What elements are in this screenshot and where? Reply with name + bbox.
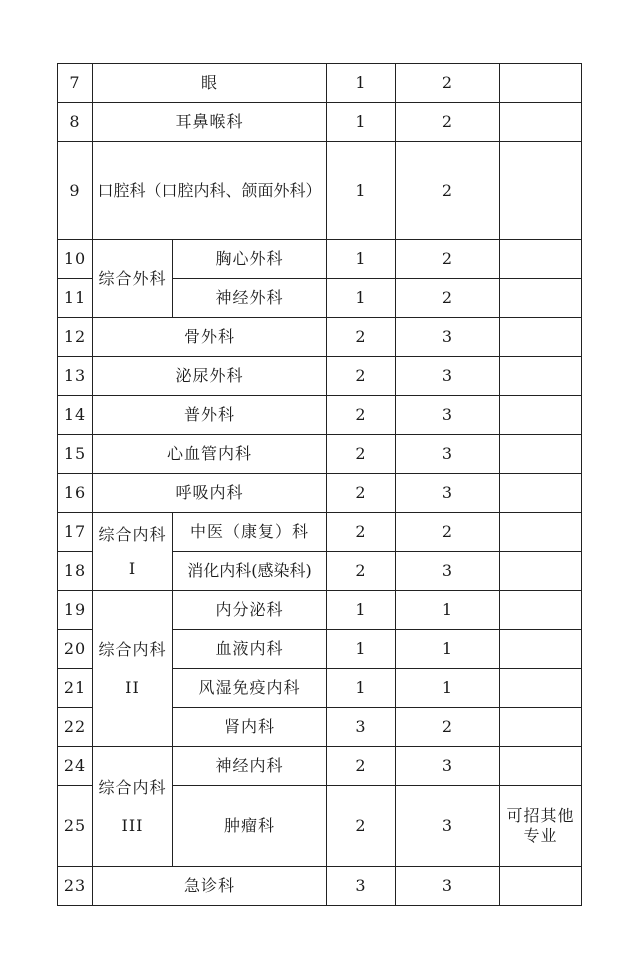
sub-department-name: 肾内科 [173, 708, 327, 747]
table-row [58, 142, 582, 240]
quota-value-a: 2 [327, 435, 396, 474]
remark-cell [500, 142, 582, 240]
quota-value-b: 2 [396, 513, 500, 552]
group-label-line2: II [125, 677, 140, 697]
quota-value-b: 2 [396, 240, 500, 279]
row-number: 12 [58, 318, 93, 357]
remark-cell [500, 708, 582, 747]
row-number: 11 [58, 279, 93, 318]
row-number: 22 [58, 708, 93, 747]
row-number: 20 [58, 630, 93, 669]
quota-value-b: 3 [396, 474, 500, 513]
quota-value-b: 3 [396, 396, 500, 435]
quota-value-a: 2 [327, 396, 396, 435]
quota-value-a: 2 [327, 318, 396, 357]
quota-value-b: 3 [396, 786, 500, 867]
quota-value-b: 3 [396, 435, 500, 474]
group-label-line1: 综合内科 [98, 524, 167, 544]
sub-department-name: 消化内科(感染科) [173, 552, 327, 591]
department-name: 心血管内科 [93, 435, 327, 474]
table-row [58, 64, 582, 103]
department-group-label [93, 591, 173, 747]
table-row [58, 474, 582, 513]
quota-value-a: 1 [327, 591, 396, 630]
quota-value-a: 1 [327, 103, 396, 142]
sub-department-name: 胸心外科 [173, 240, 327, 279]
quota-value-b: 3 [396, 318, 500, 357]
table-row [58, 240, 582, 279]
quota-value-a: 1 [327, 64, 396, 103]
quota-value-b: 2 [396, 142, 500, 240]
table-row [58, 513, 582, 552]
remark-cell [500, 552, 582, 591]
quota-value-a: 1 [327, 240, 396, 279]
remark-line2: 专业 [523, 826, 558, 845]
row-number: 9 [58, 142, 93, 240]
quota-value-b: 3 [396, 552, 500, 591]
group-label-line2: III [121, 815, 144, 835]
row-number: 19 [58, 591, 93, 630]
row-number: 8 [58, 103, 93, 142]
quota-table [57, 63, 582, 906]
row-number: 15 [58, 435, 93, 474]
remark-cell [500, 396, 582, 435]
row-number: 21 [58, 669, 93, 708]
quota-value-a: 2 [327, 786, 396, 867]
remark-line1: 可招其他 [506, 806, 575, 825]
department-name: 骨外科 [93, 318, 327, 357]
quota-value-b: 1 [396, 591, 500, 630]
remark-cell [500, 786, 582, 867]
row-number: 23 [58, 867, 93, 906]
remark-cell [500, 279, 582, 318]
remark-cell [500, 103, 582, 142]
remark-cell [500, 591, 582, 630]
sub-department-name: 血液内科 [173, 630, 327, 669]
row-number: 10 [58, 240, 93, 279]
row-number: 16 [58, 474, 93, 513]
quota-value-a: 2 [327, 474, 396, 513]
quota-value-a: 2 [327, 552, 396, 591]
group-label-line2: I [128, 558, 137, 578]
remark-cell [500, 240, 582, 279]
department-name: 眼 [93, 64, 327, 103]
remark-cell [500, 357, 582, 396]
quota-value-a: 3 [327, 708, 396, 747]
quota-value-a: 1 [327, 669, 396, 708]
department-name: 急诊科 [93, 867, 327, 906]
table-row [58, 357, 582, 396]
department-group-label [93, 747, 173, 867]
quota-value-a: 3 [327, 867, 396, 906]
remark-cell [500, 669, 582, 708]
sub-department-name: 神经内科 [173, 747, 327, 786]
remark-cell [500, 318, 582, 357]
sub-department-name: 肿瘤科 [173, 786, 327, 867]
remark-cell [500, 747, 582, 786]
department-name: 泌尿外科 [93, 357, 327, 396]
quota-value-b: 1 [396, 630, 500, 669]
department-name: 呼吸内科 [93, 474, 327, 513]
department-group-label: 综合外科 [93, 240, 173, 318]
row-number: 13 [58, 357, 93, 396]
quota-value-b: 1 [396, 669, 500, 708]
row-number: 24 [58, 747, 93, 786]
sub-department-name: 神经外科 [173, 279, 327, 318]
quota-value-b: 3 [396, 867, 500, 906]
quota-value-a: 2 [327, 513, 396, 552]
sub-department-name: 内分泌科 [173, 591, 327, 630]
remark-cell [500, 513, 582, 552]
quota-value-a: 1 [327, 279, 396, 318]
row-number: 14 [58, 396, 93, 435]
department-group-label [93, 513, 173, 591]
remark-cell [500, 867, 582, 906]
department-name: 普外科 [93, 396, 327, 435]
remark-cell [500, 630, 582, 669]
table-row [58, 747, 582, 786]
table-row [58, 318, 582, 357]
department-name: 耳鼻喉科 [93, 103, 327, 142]
quota-value-b: 2 [396, 64, 500, 103]
quota-value-a: 1 [327, 630, 396, 669]
quota-value-b: 2 [396, 279, 500, 318]
remark-cell [500, 64, 582, 103]
row-number: 17 [58, 513, 93, 552]
sub-department-name: 中医（康复）科 [173, 513, 327, 552]
row-number: 25 [58, 786, 93, 867]
group-label-line1: 综合内科 [98, 777, 167, 797]
department-name: 口腔科（口腔内科、颌面外科） [93, 142, 327, 240]
remark-cell [500, 435, 582, 474]
quota-value-b: 3 [396, 747, 500, 786]
quota-value-a: 2 [327, 357, 396, 396]
table-row [58, 867, 582, 906]
quota-value-a: 1 [327, 142, 396, 240]
table-row [58, 591, 582, 630]
table-row [58, 396, 582, 435]
table-row [58, 435, 582, 474]
table-row [58, 103, 582, 142]
remark-cell [500, 474, 582, 513]
quota-value-b: 3 [396, 357, 500, 396]
group-label-line1: 综合内科 [98, 639, 167, 659]
quota-value-a: 2 [327, 747, 396, 786]
sub-department-name: 风湿免疫内科 [173, 669, 327, 708]
row-number: 18 [58, 552, 93, 591]
quota-value-b: 2 [396, 103, 500, 142]
row-number: 7 [58, 64, 93, 103]
quota-value-b: 2 [396, 708, 500, 747]
